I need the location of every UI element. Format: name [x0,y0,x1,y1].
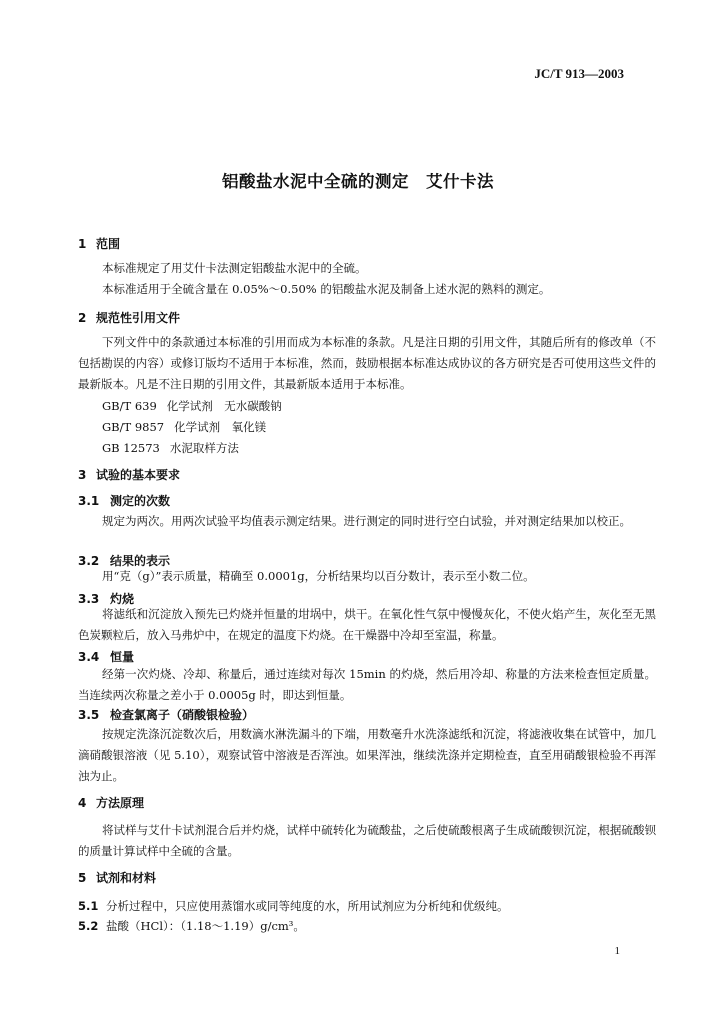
subsection-3-4-heading [78,648,134,665]
section-1-heading [78,235,120,252]
section-3-heading [78,466,180,483]
subsection-title: 恒量 [110,650,135,664]
section-1-paragraph-2: 本标准适用于全硫含量在 0.05%～0.50% 的铝酸盐水泥及制备上述水泥的熟料的测定。 [102,282,551,296]
reference-name: 水泥取样方法 [169,441,239,455]
subsection-3-5-text: 按规定洗涤沉淀数次后，用数滴水淋洗漏斗的下端，用数毫升水洗涤滤纸和沉淀，将滤液收集在试管中，加几滴硝酸银溶液（见 5.10），观察试管中溶液是否浑浊。如果浑浊，继续洗涤并定期检查，直至用硝酸银检验不再浑浊为止。 [78,727,656,783]
clause-5-2 [78,918,305,934]
section-title: 范围 [96,237,121,251]
section-title: 规范性引用文件 [96,311,181,325]
document-code: JC/T 913—2003 [534,66,624,81]
clause-number: 5.2 [78,919,99,933]
section-number: 1 [78,237,87,251]
section-title: 方法原理 [96,796,145,810]
section-4-heading [78,794,144,811]
subsection-3-3-text: 将滤纸和沉淀放入预先已灼烧并恒量的坩埚中，烘干。在氧化性气氛中慢慢灰化，不使火焰产生，灰化至无黑色炭颗粒后，放入马弗炉中，在规定的温度下灼烧。在干燥器中冷却至室温，称量。 [78,607,656,642]
subsection-title: 结果的表示 [110,554,171,568]
reference-code: GB 12573 [102,441,160,455]
subsection-3-2-text: 用“克（g）”表示质量，精确至 0.0001g，分析结果均以百分数计，表示至小数二位。 [102,569,535,583]
subsection-number: 3.3 [78,592,100,606]
section-title: 试验的基本要求 [96,468,181,482]
reference-name: 化学试剂 氧化镁 [174,420,267,434]
reference-item [102,419,276,435]
document-title: 铝酸盐水泥中全硫的测定 艾什卡法 [222,172,494,191]
reference-code: GB/T 639 [102,399,157,413]
clause-text: 盐酸（HCl）：（1.18～1.19）g/cm³。 [106,919,305,933]
subsection-number: 3.2 [78,554,100,568]
section-number: 3 [78,468,87,482]
section-2-heading [78,309,180,326]
clause-text: 分析过程中，只应使用蒸馏水或同等纯度的水，所用试剂应为分析纯和优级纯。 [106,899,509,913]
subsection-3-4-text: 经第一次灼烧、冷却、称量后，通过连续对每次 15min 的灼烧，然后用冷却、称量的方法来检查恒定质量。当连续两次称量之差小于 0.0005g 时，即达到恒量。 [78,667,656,702]
subsection-3-5-heading [78,706,254,723]
clause-number: 5.1 [78,899,99,913]
section-1-paragraph-1: 本标准规定了用艾什卡法测定铝酸盐水泥中的全硫。 [102,261,367,275]
subsection-title: 检查氯离子（硝酸银检验） [110,708,255,722]
section-number: 2 [78,311,87,325]
section-title: 试剂和材料 [96,871,157,885]
subsection-title: 测定的次数 [110,494,171,508]
clause-5-1 [78,898,509,914]
subsection-number: 3.4 [78,650,100,664]
reference-item [102,398,292,414]
page-number: 1 [614,945,620,957]
reference-name: 化学试剂 无水碳酸钠 [166,399,282,413]
subsection-3-1-heading [78,492,170,509]
section-number: 5 [78,871,87,885]
section-number: 4 [78,796,87,810]
subsection-title: 灼烧 [110,592,135,606]
reference-code: GB/T 9857 [102,420,165,434]
section-2-paragraph: 下列文件中的条款通过本标准的引用而成为本标准的条款。凡是注日期的引用文件，其随后所有的修改单（不包括勘误的内容）或修订版均不适用于本标准，然而，鼓励根据本标准达成协议的各方研究是否可使用这些文件的最新版本。凡是不注日期的引用文件，其最新版本适用于本标准。 [78,335,656,391]
section-4-paragraph: 将试样与艾什卡试剂混合后并灼烧，试样中硫转化为硫酸盐，之后使硫酸根离子生成硫酸钡沉淀，根据硫酸钡的质量计算试样中全硫的含量。 [78,823,656,858]
reference-item [102,440,249,456]
subsection-3-1-text: 规定为两次。用两次试验平均值表示测定结果。进行测定的同时进行空白试验，并对测定结果加以校正。 [102,514,631,528]
section-5-heading [78,869,156,886]
subsection-number: 3.1 [78,494,100,508]
subsection-number: 3.5 [78,708,100,722]
